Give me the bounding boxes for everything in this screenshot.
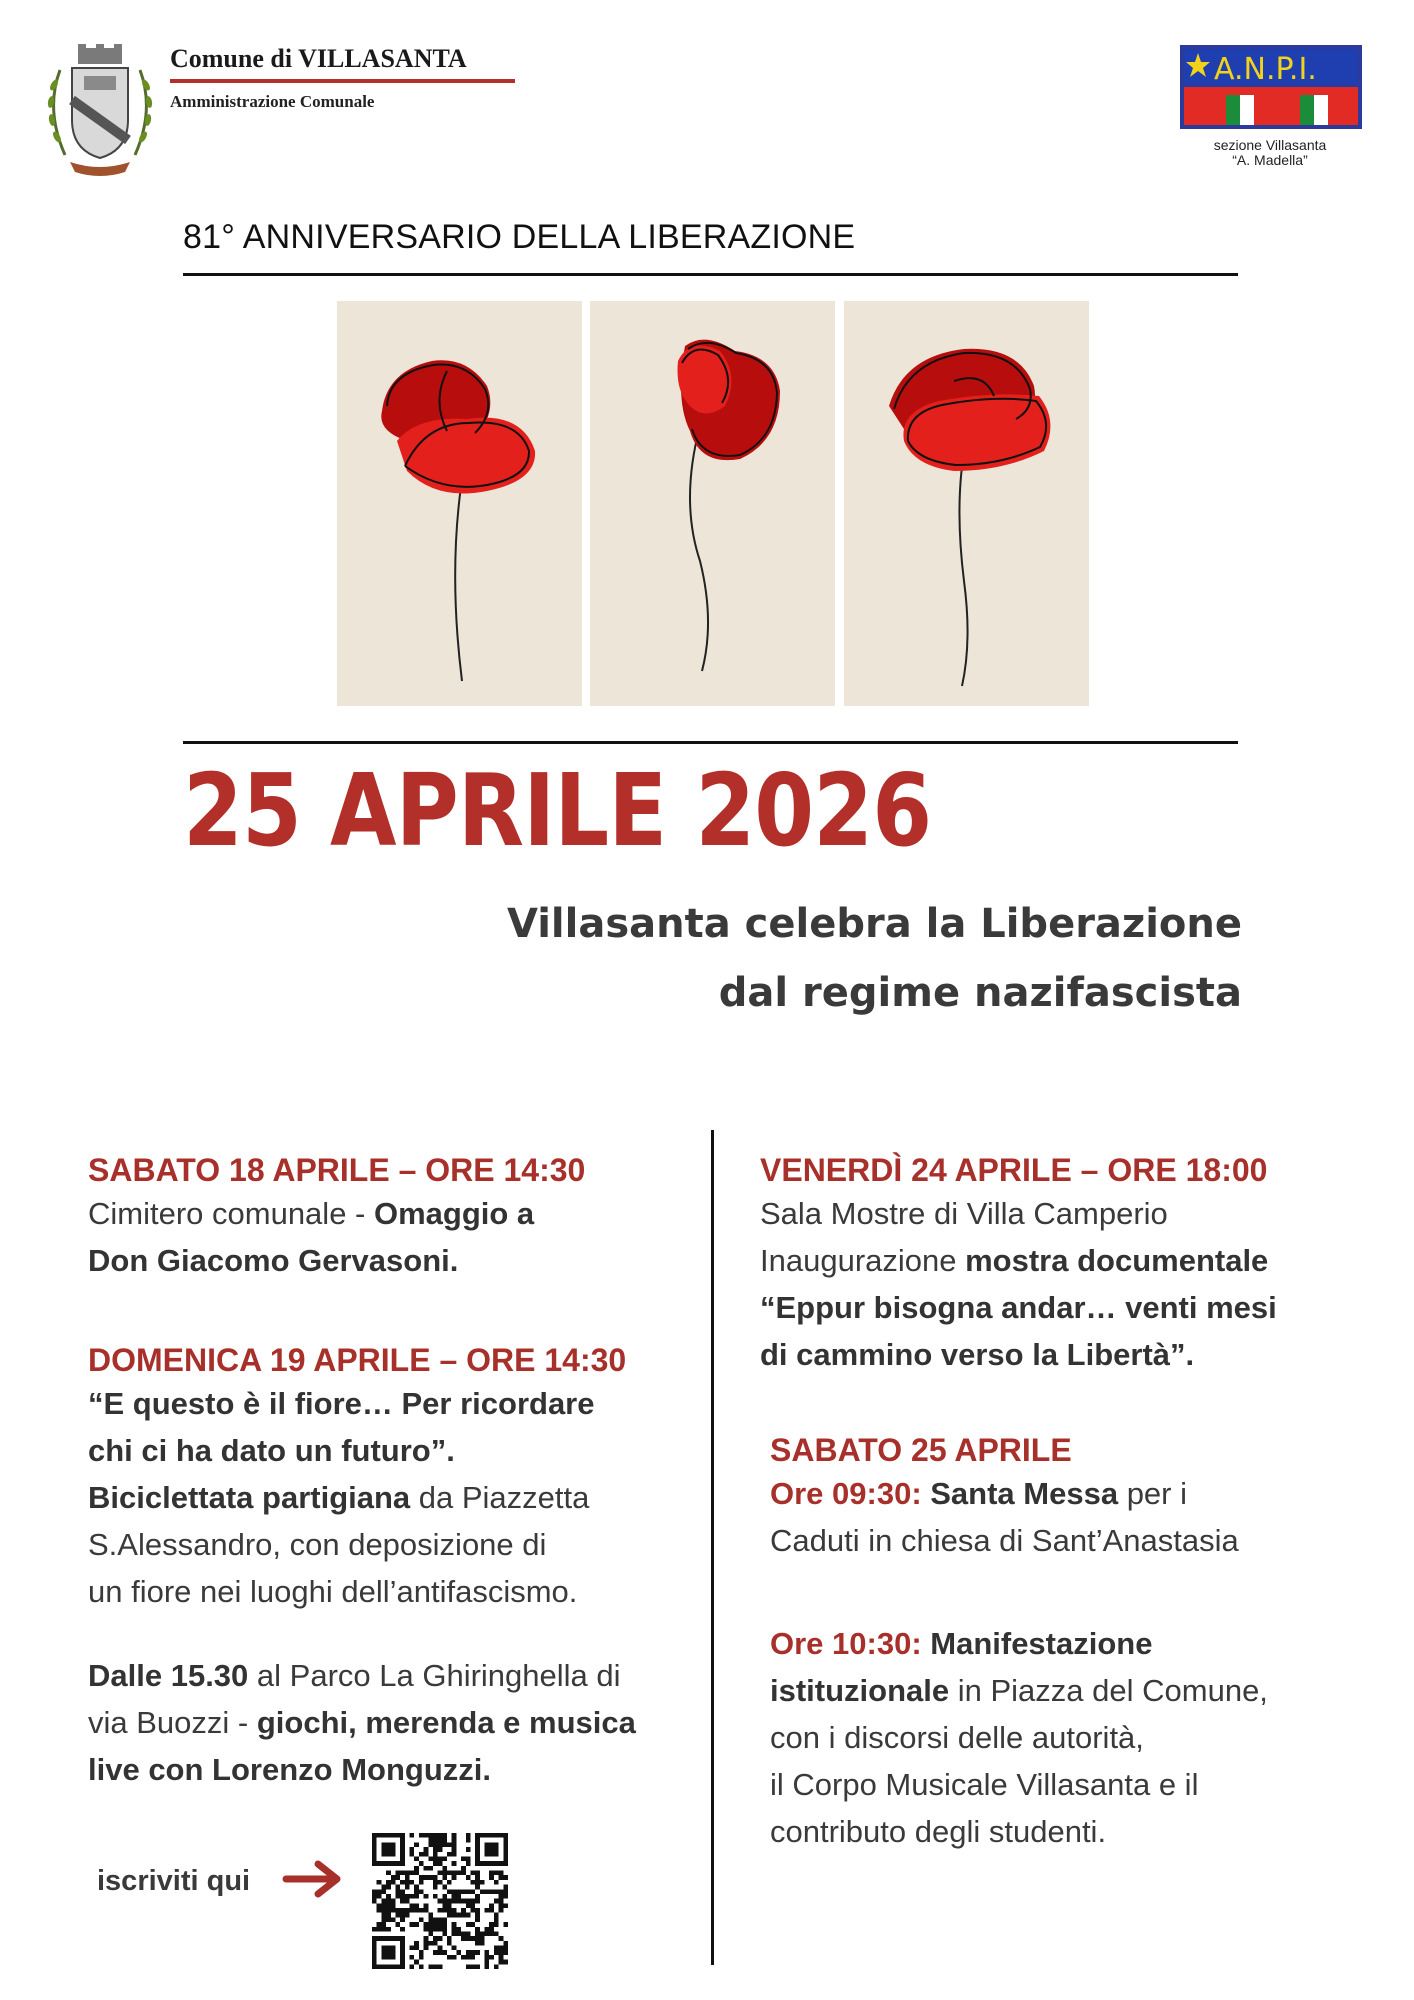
- comune-subtitle: Amministrazione Comunale: [170, 92, 375, 111]
- subtitle-line2: dal regime nazifascista: [718, 970, 1242, 1016]
- event-sabato-25-messa: [770, 1430, 1239, 1564]
- event-line: Ore 10:30: Manifestazione: [770, 1626, 1153, 1661]
- event-line: di cammino verso la Libertà”.: [760, 1337, 1195, 1372]
- qr-code-icon[interactable]: [372, 1833, 508, 1969]
- poppy-flower-icon: [590, 301, 835, 706]
- event-sabato-25-manifestazione: [770, 1620, 1268, 1855]
- event-line: live con Lorenzo Monguzzi.: [88, 1752, 491, 1787]
- event-venerdi-24: [760, 1150, 1277, 1378]
- arrow-right-icon: [282, 1858, 344, 1900]
- date-title: 25 APRILE 2026: [183, 752, 932, 869]
- event-line: via Buozzi - giochi, merenda e musica: [88, 1705, 636, 1740]
- bottom-rule: [183, 741, 1238, 744]
- subtitle: [507, 890, 1242, 1028]
- anniversary-title: 81° ANNIVERSARIO DELLA LIBERAZIONE: [183, 218, 856, 256]
- event-ghiringhella: [88, 1652, 636, 1793]
- event-line: “Eppur bisogna andar… venti mesi: [760, 1290, 1277, 1325]
- event-heading: SABATO 18 APRILE – ORE 14:30: [88, 1152, 586, 1188]
- event-heading: VENERDÌ 24 APRILE – ORE 18:00: [760, 1152, 1268, 1188]
- event-line: Inaugurazione mostra documentale: [760, 1243, 1269, 1278]
- poppy-panel-3: [844, 301, 1089, 706]
- event-heading: DOMENICA 19 APRILE – ORE 14:30: [88, 1342, 627, 1378]
- signup-label: iscriviti qui: [97, 1865, 251, 1897]
- event-line: chi ci ha dato un futuro”.: [88, 1433, 455, 1468]
- poppy-panel-1: [337, 301, 582, 706]
- top-rule: [183, 273, 1238, 276]
- svg-text:A.N.P.I.: A.N.P.I.: [1214, 52, 1317, 87]
- comune-title-underline: [170, 79, 515, 83]
- anpi-caption-line1: sezione Villasanta: [1213, 137, 1327, 153]
- event-line: istituzionale in Piazza del Comune,: [770, 1673, 1268, 1708]
- column-divider: [711, 1130, 714, 1965]
- event-line: il Corpo Musicale Villasanta e il: [770, 1767, 1199, 1802]
- subtitle-line1: Villasanta celebra la Liberazione: [506, 901, 1242, 947]
- event-heading: SABATO 25 APRILE: [770, 1432, 1072, 1468]
- event-line: Cimitero comunale - Omaggio a: [88, 1196, 535, 1231]
- event-line: Dalle 15.30 al Parco La Ghiringhella di: [88, 1658, 621, 1693]
- event-line: un fiore nei luoghi dell’antifascismo.: [88, 1574, 578, 1609]
- anpi-caption: [1170, 138, 1370, 168]
- event-line: Caduti in chiesa di Sant’Anastasia: [770, 1523, 1239, 1558]
- event-line: Ore 09:30: Santa Messa per i: [770, 1476, 1187, 1511]
- event-line: Don Giacomo Gervasoni.: [88, 1243, 459, 1278]
- event-domenica-19: [88, 1340, 626, 1615]
- event-line: “E questo è il fiore… Per ricordare: [88, 1386, 595, 1421]
- poppy-flower-icon: [844, 301, 1089, 706]
- event-line: contributo degli studenti.: [770, 1814, 1107, 1849]
- anpi-caption-line2: “A. Madella”: [1232, 152, 1308, 168]
- anpi-logo-icon: [1180, 45, 1362, 129]
- comune-crest-icon: [40, 40, 160, 180]
- poppy-flower-icon: [337, 301, 582, 706]
- event-line: Biciclettata partigiana da Piazzetta: [88, 1480, 590, 1515]
- event-line: Sala Mostre di Villa Camperio: [760, 1196, 1168, 1231]
- poppy-panel-2: [590, 301, 835, 706]
- event-sabato-18: [88, 1150, 585, 1284]
- event-line: con i discorsi delle autorità,: [770, 1720, 1144, 1755]
- event-line: S.Alessandro, con deposizione di: [88, 1527, 547, 1562]
- comune-title: Comune di VILLASANTA: [170, 44, 467, 73]
